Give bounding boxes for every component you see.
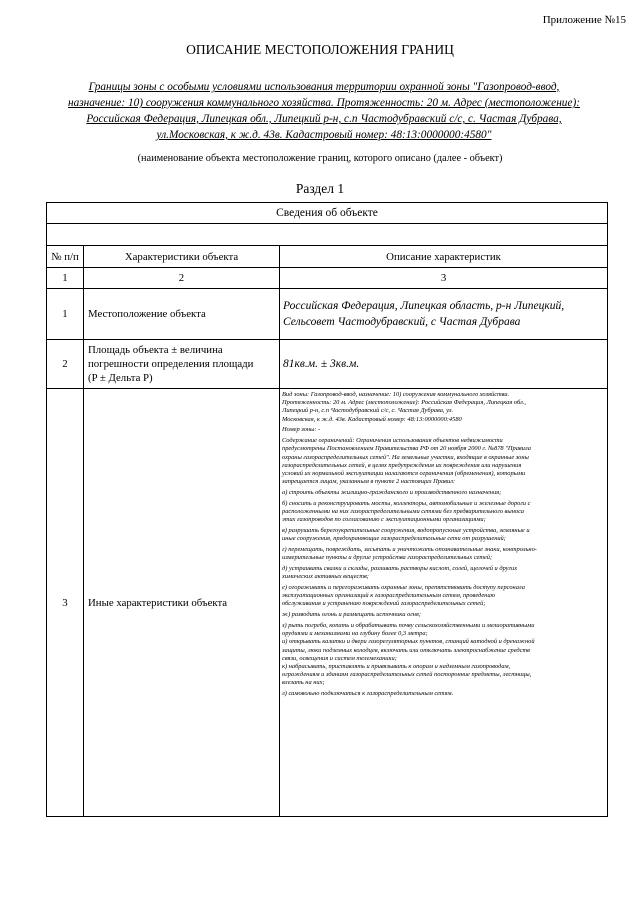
row-value-line: Российская Федерация, Липецкая область, р-н Липецкий,	[283, 300, 565, 312]
restriction-paragraph	[282, 500, 605, 525]
restriction-line: з) рыть погреба, копать и обрабатывать почву сельскохозяйственными и мелиоративными	[282, 622, 535, 630]
restriction-line: к) набрасывать, приставлять и привязывать к опорам и надземным газопроводам,	[282, 663, 511, 671]
row-label-line: (P ± Дельта P)	[88, 372, 153, 384]
restriction-line: ограждениям и зданиям газораспределительных сетей посторонние предметы, лестницы,	[282, 671, 532, 679]
row-value	[280, 289, 608, 340]
column-header-description: Описание характеристик	[280, 246, 608, 268]
restriction-paragraph	[282, 690, 605, 698]
restriction-line: б) сносить и реконструировать мосты, коллекторы, автомобильные и железные дороги с	[282, 499, 531, 507]
object-name	[58, 79, 590, 143]
restriction-paragraph	[282, 391, 605, 424]
row-label: Иные характеристики объекта	[84, 389, 280, 817]
column-number: 3	[280, 268, 608, 289]
row-label-line: погрешности определения площади	[88, 358, 254, 370]
restriction-line: Вид зоны: Газопровод-ввод, назначение: 10) сооружения коммунального хозяйства.	[282, 391, 510, 398]
restriction-line: защиты, люки подземных колодцев, включать или отключать электроснабжение средств	[282, 646, 530, 654]
document-title: ОПИСАНИЕ МЕСТОПОЛОЖЕНИЯ ГРАНИЦ	[186, 42, 454, 57]
object-name-line: Границы зоны с особыми условиями использования территории охранной зоны "Газопровод-ввод,	[88, 81, 560, 93]
section-title: Раздел 1	[295, 181, 345, 196]
restriction-line: этих газопроводов по согласованию с эксплуатационными организациями;	[282, 516, 486, 524]
table-row	[47, 340, 608, 389]
restriction-line: ж) разводить огонь и размещать источники огня;	[282, 611, 422, 619]
restriction-paragraph	[282, 489, 605, 497]
restriction-line: измерительные пункты и другие устройства газораспределительных сетей;	[282, 554, 493, 562]
restriction-line: предусмотрены Постановлением Правительства РФ от 20 ноября 2000 г. №878 "Правила	[282, 445, 531, 453]
column-number: 1	[47, 268, 84, 289]
restriction-paragraph	[282, 426, 605, 434]
restriction-paragraph	[282, 437, 605, 486]
other-characteristics	[280, 389, 608, 817]
object-name-line: назначение: 10) сооружения коммунального хозяйства. Протяженность: 20 м. Адрес (местоположение):	[67, 97, 580, 109]
object-name-line: ул.Московская, к ж.д. 43в. Кадастровый номер: 48:13:0000000:4580"	[156, 129, 492, 141]
row-value: 81кв.м. ± 3кв.м.	[280, 340, 608, 389]
column-header-characteristic: Характеристики объекта	[84, 246, 280, 268]
column-number-row	[47, 268, 608, 289]
restriction-line: Московская, к ж.д. 43в. Кадастровый номер: 48:13:0000000:4580	[282, 415, 462, 423]
restriction-line: химических активных веществ;	[282, 573, 369, 581]
object-name-line: Российская Федерация, Липецкая обл., Липецкий р-н, с.п Частодубравский с/с, с. Частая Дубрава,	[86, 113, 562, 125]
table-row	[47, 289, 608, 340]
row-number: 3	[47, 389, 84, 817]
column-header-num: № п/п	[47, 246, 84, 268]
restriction-paragraph	[282, 611, 605, 619]
restriction-line: иные сооружения, предохраняющие газораспределительные сети от разрушений;	[282, 535, 506, 543]
restriction-line: запрещается лицам, указанным в пункте 2 настоящих Правил:	[282, 478, 456, 486]
object-name-caption: (наименование объекта местоположение границ, которого описано (далее - объект)	[137, 153, 503, 164]
restriction-line: эксплуатационных организаций к газораспределительным сетям, проведению	[282, 592, 496, 600]
row-label-line: Площадь объекта ± величина	[88, 344, 223, 356]
restriction-paragraph	[282, 565, 605, 581]
restriction-paragraph	[282, 584, 605, 609]
column-header-row	[47, 246, 608, 268]
restriction-line: обслуживания и устранению повреждений газораспределительных сетей;	[282, 600, 486, 608]
restriction-line: Номер зоны: -	[282, 426, 321, 434]
restriction-line: охраны газораспределительных сетей". На земельные участки, входящие в охранные зоны	[282, 453, 529, 461]
row-value-line: Сельсовет Частодубравский, с Частая Дубрава	[283, 316, 521, 328]
restriction-line: Содержание ограничений: Ограничения использования объектов недвижимости	[282, 437, 503, 445]
restriction-line: влезать на них;	[282, 679, 325, 687]
row-label: Местоположение объекта	[84, 289, 280, 340]
row-label	[84, 340, 280, 389]
restriction-paragraph	[282, 622, 605, 688]
row-number: 2	[47, 340, 84, 389]
restriction-line: газораспределительных сетей, в целях предупреждения их повреждения или нарушения	[282, 461, 522, 469]
column-number: 2	[84, 268, 280, 289]
object-info-table	[46, 202, 608, 817]
restriction-line: л) самовольно подключаться к газораспределительным сетям.	[282, 690, 454, 698]
restriction-line: и) открывать калитки и двери газорегуляторных пунктов, станций катодной и дренажной	[282, 638, 535, 646]
restriction-paragraph	[282, 527, 605, 543]
table-blank-row	[47, 224, 608, 246]
restriction-line: а) строить объекты жилищно-гражданского и производственного назначения;	[282, 489, 502, 497]
restriction-line: орудиями и механизмами на глубину более 0,3 метра;	[282, 630, 428, 638]
table-header: Сведения об объекте	[47, 203, 608, 224]
row-number: 1	[47, 289, 84, 340]
restriction-line: е) огораживать и перегораживать охранные зоны, препятствовать доступу персонала	[282, 584, 525, 592]
restriction-line: связи, освещения и систем телемеханики;	[282, 654, 397, 662]
table-row	[47, 389, 608, 817]
restriction-line: условий их нормальной эксплуатации налагаются ограничения (обременения), которыми	[282, 470, 526, 478]
restriction-line: Протяженность: 20 м. Адрес (местоположение): Российская Федерация, Липецкая обл.,	[282, 399, 527, 407]
restriction-line: д) устраивать свалки и склады, разливать растворы кислот, солей, щелочей и других	[282, 565, 518, 573]
restriction-line: г) перемещать, повреждать, засыпать и уничтожать опознавательные знаки, контрольно-	[282, 546, 537, 554]
restriction-paragraph	[282, 546, 605, 562]
restriction-line: расположенными на них газораспределительными сетями без предварительного выноса	[282, 508, 524, 516]
restriction-line: Липецкий р-н, с.п Частодубравский с/с, с. Частая Дубрава, ул.	[282, 407, 454, 415]
restriction-line: в) разрушать берегоукрепительные сооружения, водопропускные устройства, земляные и	[282, 527, 530, 535]
appendix-number: Приложение №15	[542, 14, 626, 26]
